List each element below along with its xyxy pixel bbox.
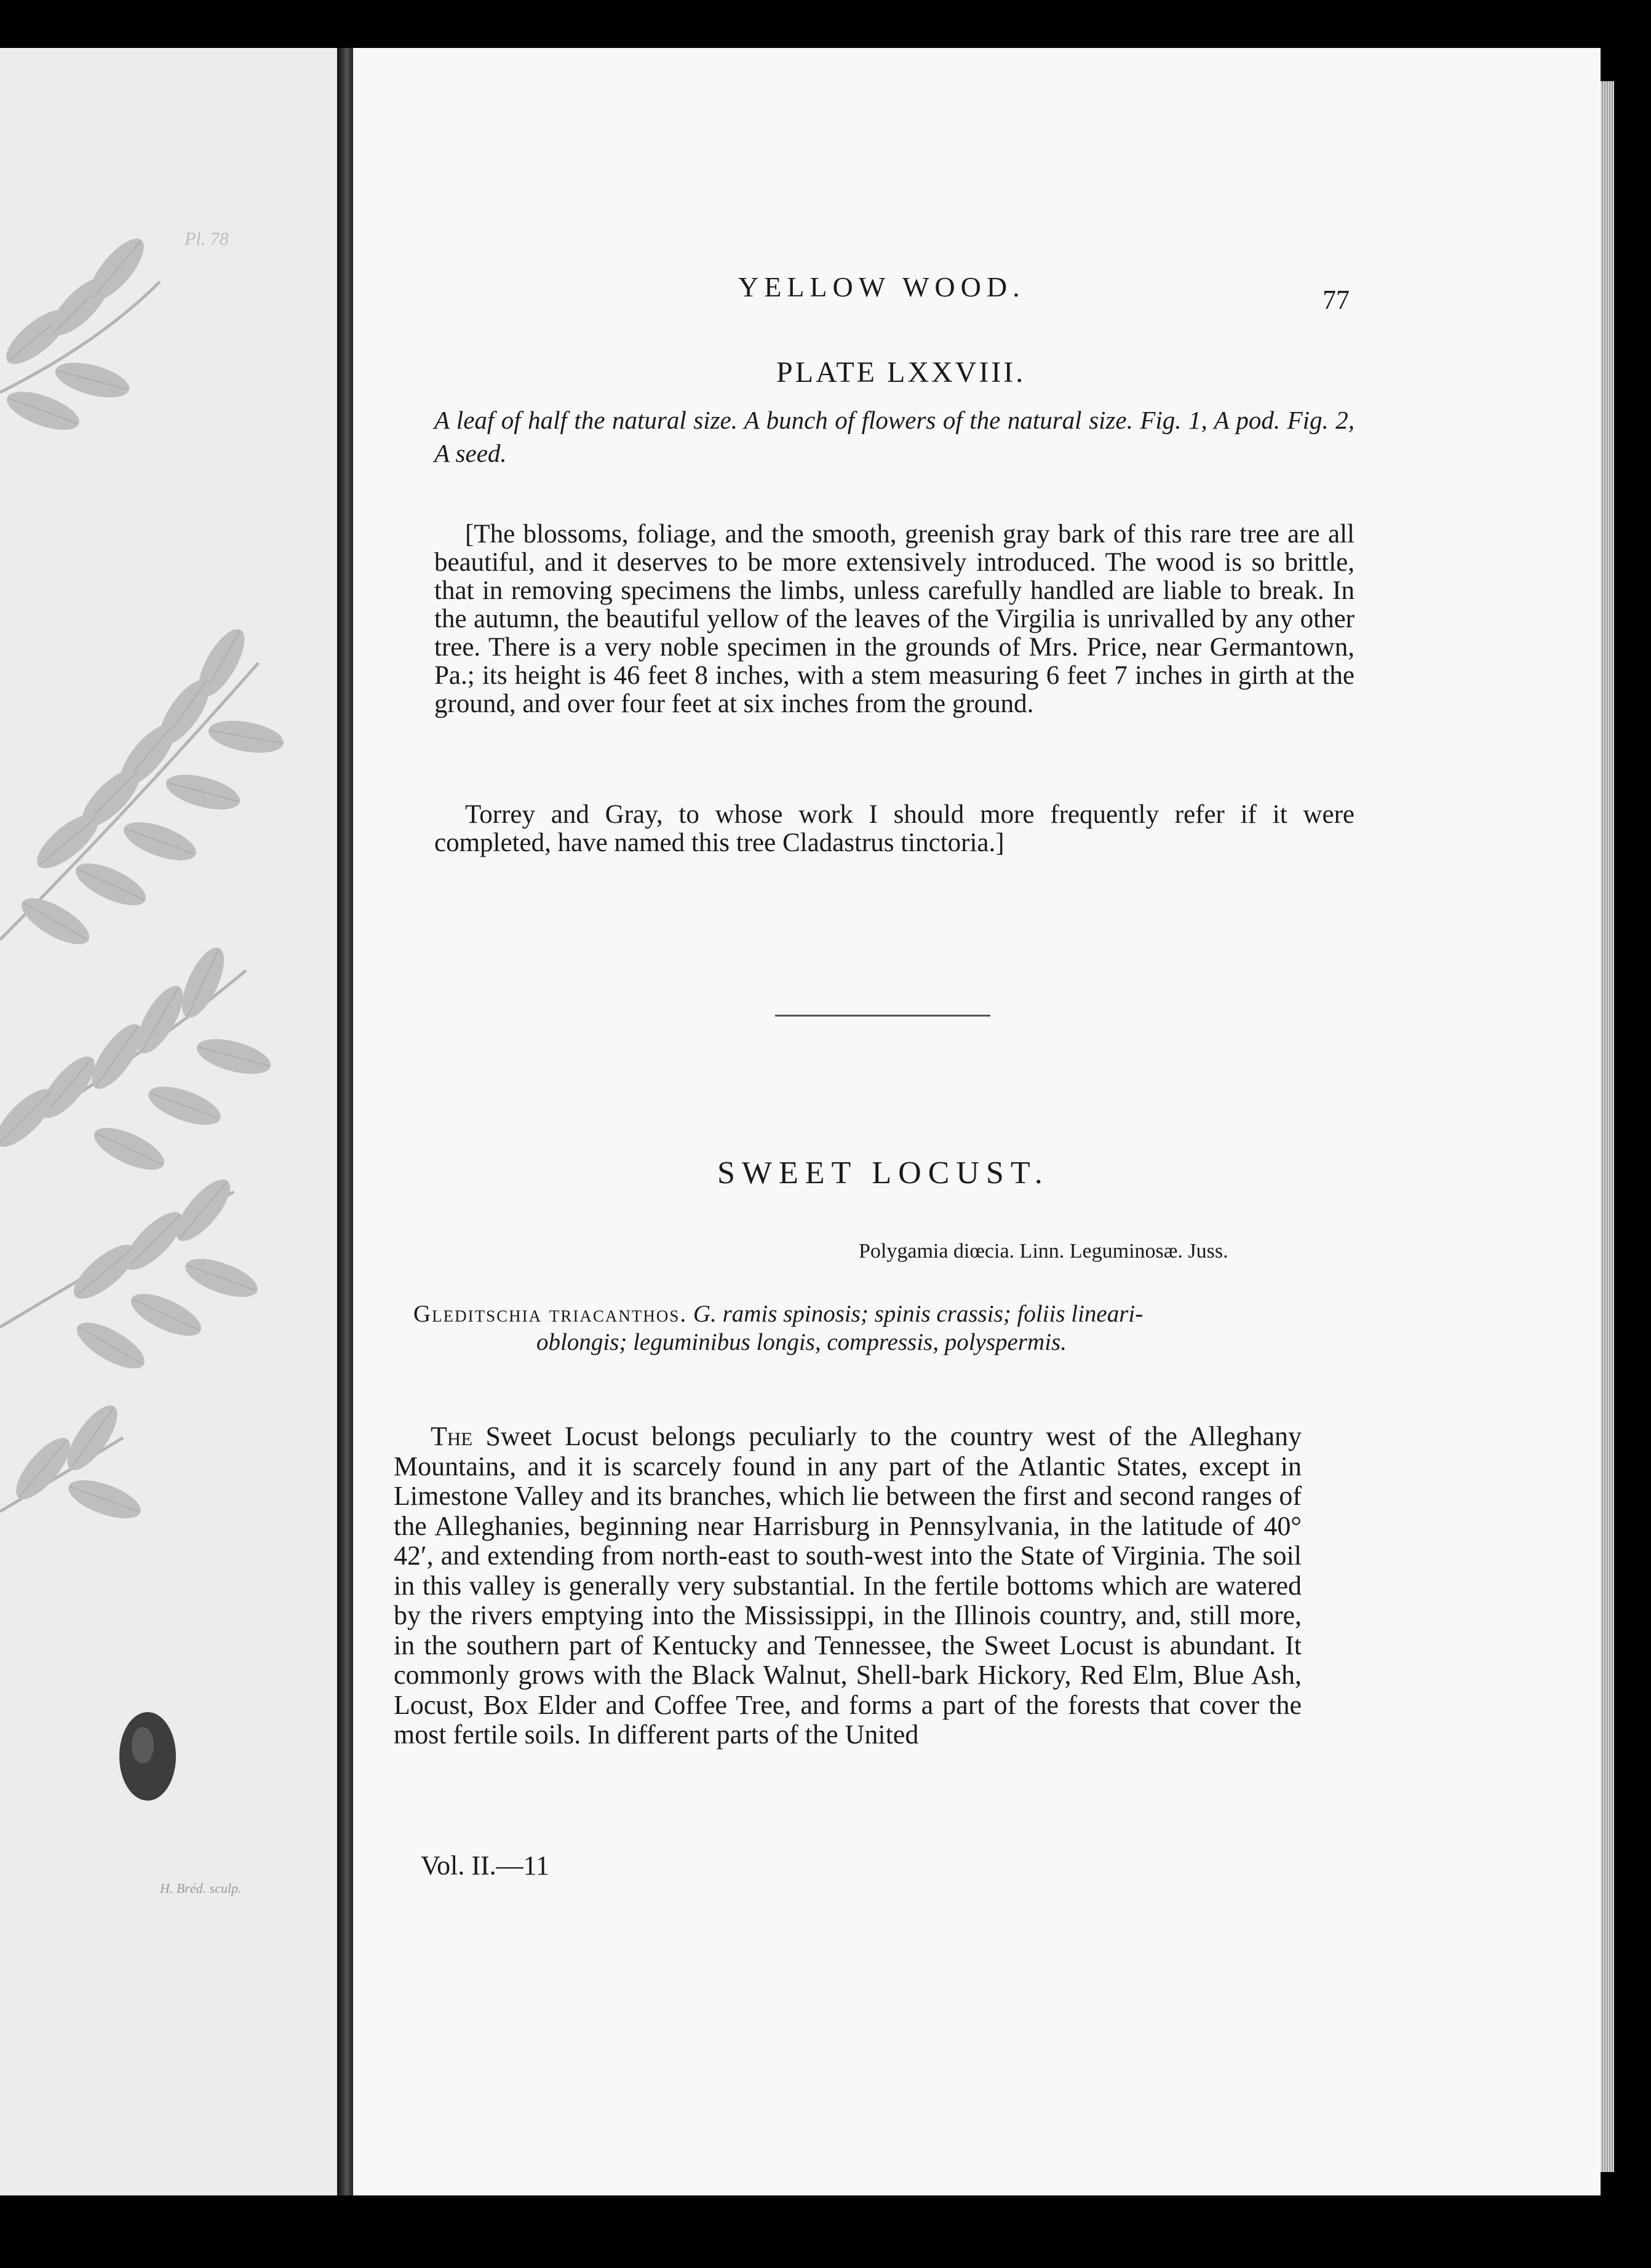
running-head: YELLOW WOOD. xyxy=(738,271,1025,303)
section-divider xyxy=(775,1015,990,1017)
species-line-1: G. ramis spinosis; spinis crassis; foliis lineari- xyxy=(693,1301,1144,1327)
body-lead: The xyxy=(431,1421,473,1451)
leaf-sprig-2 xyxy=(0,622,286,953)
plate-corner-mark: Pl. 78 xyxy=(185,229,229,249)
sweet-locust-body xyxy=(394,1422,1302,1750)
species-description xyxy=(413,1300,1324,1357)
species-line-2: oblongis; leguminibus longis, compressis, polyspermis. xyxy=(536,1329,1067,1355)
leaf-sprig-1 xyxy=(0,231,160,438)
botanical-plate-illustration xyxy=(0,48,337,2195)
plate-caption xyxy=(434,403,1355,470)
leaf-sprig-4 xyxy=(0,1172,262,1378)
yellow-wood-paragraph-1: [The blossoms, foliage, and the smooth, greenish gray bark of this rare tree are all beautiful, and it deserves to be more extensively introduced. The wood is so brittle, that in removing specimens the limbs, unless carefully handled are liable to break. In the autumn, the beautiful yellow of the leaves of the Virgilia is unrivalled by any other tree. There is a very noble specimen in the grounds of Mrs. Price, near Germantown, Pa.; its height is 46 feet 8 inches, with a stem measuring 6 feet 7 inches in girth at the ground, and over four feet at six inches from the ground. xyxy=(434,520,1355,718)
yellow-wood-paragraph-2: Torrey and Gray, to whose work I should more frequently refer if it were completed, have named this tree Cladastrus tinctoria.] xyxy=(434,800,1355,857)
engraver-credit: H. Bréd. sculp. xyxy=(160,1881,242,1896)
caption-fig1-label: Fig. 1, xyxy=(1140,406,1207,434)
caption-fig2: A seed. xyxy=(434,439,507,467)
page-number: 77 xyxy=(1323,285,1350,315)
section-heading: SWEET LOCUST. xyxy=(717,1156,1049,1191)
classification: Polygamia diœcia. Linn. Leguminosæ. Juss. xyxy=(859,1240,1228,1263)
caption-fig2-label: Fig. 2, xyxy=(1287,406,1355,434)
leaf-sprig-3 xyxy=(0,942,274,1178)
caption-flowers: A bunch of flowers of the natural size. xyxy=(744,406,1133,434)
body-text: Sweet Locust belongs peculiarly to the country west of the Alleghany Mountains, and it is scarcely found in any part of the Atlantic States, except in Limestone Valley and its branches, which lie between the first and second ranges of the Alleghanies, beginning near Harrisburg in Pennsylvania, in the latitude of 40° 42′, and extending from north-east to south-west into the State of Virginia. The soil in this valley is generally very substantial. In the fertile bottoms which are watered by the rivers emptying into the Mississippi, in the Illinois country, and, still more, in the southern part of Kentucky and Tennessee, the Sweet Locust is abundant. It commonly grows with the Black Walnut, Shell-bark Hickory, Red Elm, Blue Ash, Locust, Box Elder and Coffee Tree, and forms a part of the forests that cover the most fertile soils. In different parts of the United xyxy=(394,1421,1302,1750)
seed-figure xyxy=(119,1712,176,1801)
species-name: Gleditschia triacanthos. xyxy=(413,1301,688,1327)
caption-leaf: A leaf of half the natural size. xyxy=(434,406,738,434)
leaf-sprig-5 xyxy=(0,1398,145,1526)
book-gutter xyxy=(337,48,353,2195)
plate-heading: PLATE LXXVIII. xyxy=(776,356,1026,389)
page-edges xyxy=(1601,81,1614,2172)
left-page-plate xyxy=(0,48,337,2195)
caption-fig1: A pod. xyxy=(1214,406,1281,434)
footer-signature: Vol. II.—11 xyxy=(421,1850,549,1881)
